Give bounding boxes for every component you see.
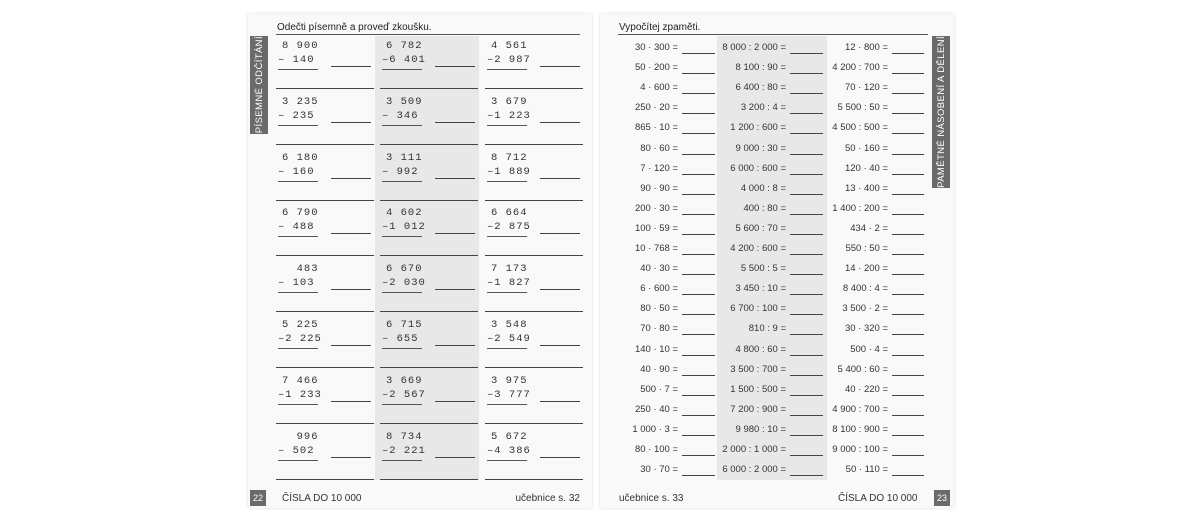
subtrahend: –2 567 (382, 388, 426, 401)
minuend: 3 235 (282, 95, 319, 108)
answer-blank[interactable] (892, 154, 924, 155)
math-exercise (600, 259, 930, 279)
subtraction-problem (380, 375, 483, 431)
answer-blank[interactable] (485, 144, 583, 145)
subtraction-problem (485, 207, 588, 263)
result-underline (382, 292, 422, 293)
check-answer-blank[interactable] (540, 233, 580, 234)
subtraction-problem (380, 152, 483, 208)
math-expression: 4 000 : 8 = (740, 182, 786, 194)
subtrahend: –2 030 (382, 277, 426, 290)
math-exercise (600, 360, 930, 380)
check-answer-blank[interactable] (331, 345, 371, 346)
subtraction-problem (380, 431, 483, 487)
math-exercise (600, 199, 930, 219)
math-expression: 90 · 90 = (640, 182, 678, 194)
check-answer-blank[interactable] (435, 289, 475, 290)
instruction-rule (618, 34, 928, 35)
result-underline (382, 404, 422, 405)
minuend: 6 664 (491, 207, 528, 220)
answer-blank[interactable] (892, 475, 924, 476)
minuend: 6 670 (386, 263, 423, 276)
minuend: 4 602 (386, 207, 423, 220)
math-expression: 3 500 · 2 = (842, 303, 888, 315)
check-answer-blank[interactable] (331, 401, 371, 402)
minuend: 4 561 (491, 40, 528, 52)
math-expression: 30 · 300 = (634, 42, 678, 53)
subtrahend: – 502 (278, 444, 315, 457)
math-exercise (600, 239, 930, 259)
math-expression: 4 200 : 600 = (730, 243, 786, 254)
math-expression: 4 · 600 = (640, 82, 678, 94)
math-exercise (600, 319, 930, 339)
math-expression: 250 · 40 = (634, 403, 678, 415)
minuend: 3 669 (386, 374, 423, 387)
subtraction-problem (380, 40, 483, 96)
math-expression: 4 800 : 60 = (735, 343, 786, 355)
math-expression: 13 · 400 = (844, 182, 888, 194)
answer-blank[interactable] (485, 255, 583, 256)
check-answer-blank[interactable] (540, 66, 580, 67)
answer-blank[interactable] (485, 423, 583, 424)
math-expression: 8 100 : 900 = (832, 423, 888, 435)
subtraction-problem (485, 375, 588, 431)
answer-blank[interactable] (380, 255, 478, 256)
subtrahend: – 160 (278, 165, 315, 178)
subtrahend: – 235 (278, 109, 315, 122)
answer-blank[interactable] (276, 479, 374, 480)
math-expression: 500 · 4 = (850, 343, 888, 355)
check-answer-blank[interactable] (435, 233, 475, 234)
subtraction-problem (276, 375, 379, 431)
math-expression: 2 000 : 1 000 = (722, 444, 786, 455)
math-expression: 810 : 9 = (748, 323, 786, 335)
subtrahend: – 140 (278, 54, 315, 66)
subtrahend: –2 987 (487, 54, 531, 66)
math-exercise (600, 38, 930, 58)
left-page (248, 14, 592, 508)
math-exercise (600, 460, 930, 480)
footer-ref-right: učebnice s. 33 (619, 493, 684, 504)
math-expression: 40 · 30 = (640, 263, 678, 275)
math-expression: 100 · 59 = (634, 222, 678, 234)
math-expression: 4 200 : 700 = (832, 62, 888, 74)
check-answer-blank[interactable] (435, 401, 475, 402)
subtrahend: – 992 (382, 165, 419, 178)
math-expression: 250 · 20 = (634, 102, 678, 114)
math-expression: 10 · 768 = (634, 243, 678, 254)
math-expression: 434 · 2 = (850, 222, 888, 234)
answer-blank[interactable] (485, 88, 583, 89)
check-answer-blank[interactable] (435, 457, 475, 458)
subtraction-problem (276, 96, 379, 152)
result-underline (278, 69, 318, 70)
answer-blank[interactable] (380, 479, 478, 480)
math-expression: 4 500 : 500 = (832, 122, 888, 134)
math-expression: 9 000 : 100 = (832, 444, 888, 455)
answer-blank[interactable] (892, 254, 924, 255)
subtraction-problem (485, 431, 588, 487)
page-number-left: 22 (250, 490, 266, 506)
math-exercise (600, 78, 930, 98)
minuend: 8 900 (282, 40, 319, 52)
math-expression: 1 200 : 600 = (730, 122, 786, 134)
math-expression: 6 700 : 100 = (730, 303, 786, 315)
subtrahend: –1 012 (382, 221, 426, 234)
right-page (600, 14, 954, 508)
math-exercise (600, 159, 930, 179)
subtraction-problem (380, 319, 483, 375)
check-answer-blank[interactable] (435, 122, 475, 123)
result-underline (278, 181, 318, 182)
minuend: 5 672 (491, 430, 528, 443)
result-underline (278, 125, 318, 126)
answer-blank[interactable] (892, 174, 924, 175)
math-expression: 70 · 120 = (844, 82, 888, 94)
check-answer-blank[interactable] (331, 122, 371, 123)
answer-blank[interactable] (380, 144, 478, 145)
math-expression: 7 · 120 = (640, 162, 678, 174)
left-instruction: Odečti písemně a proveď zkoušku. (277, 22, 432, 33)
right-instruction: Vypočítej zpaměti. (619, 22, 701, 33)
math-expression: 50 · 200 = (634, 62, 678, 74)
answer-blank[interactable] (380, 311, 478, 312)
subtrahend: – 103 (278, 277, 315, 290)
check-answer-blank[interactable] (540, 457, 580, 458)
answer-blank[interactable] (485, 311, 583, 312)
answer-blank[interactable] (892, 53, 924, 54)
subtrahend: –4 386 (487, 444, 531, 457)
answer-blank[interactable] (892, 355, 924, 356)
answer-blank[interactable] (892, 334, 924, 335)
side-tab-right-label: PAMĚTNÉ NÁSOBENÍ A DĚLENÍ (935, 36, 947, 188)
subtrahend: –2 875 (487, 221, 531, 234)
check-answer-blank[interactable] (331, 289, 371, 290)
subtraction-problem (485, 40, 588, 96)
result-underline (487, 69, 527, 70)
minuend: 3 975 (491, 374, 528, 387)
subtraction-problem (276, 319, 379, 375)
result-underline (487, 292, 527, 293)
math-expression: 8 400 : 4 = (842, 283, 888, 295)
math-exercise (600, 219, 930, 239)
check-answer-blank[interactable] (435, 178, 475, 179)
result-underline (382, 125, 422, 126)
math-exercise (600, 279, 930, 299)
math-expression: 6 000 : 2 000 = (722, 464, 786, 476)
result-underline (278, 292, 318, 293)
minuend: 3 509 (386, 95, 423, 108)
result-underline (382, 460, 422, 461)
result-underline (487, 236, 527, 237)
subtraction-problem (485, 96, 588, 152)
math-expression: 5 500 : 5 = (740, 263, 786, 275)
subtrahend: –6 401 (382, 54, 426, 66)
minuend: 6 790 (282, 207, 319, 220)
math-exercise (600, 420, 930, 440)
subtrahend: – 346 (382, 109, 419, 122)
math-expression: 50 · 160 = (844, 142, 888, 154)
result-underline (382, 181, 422, 182)
result-underline (487, 348, 527, 349)
math-expression: 3 500 : 700 = (730, 363, 786, 375)
subtrahend: –2 221 (382, 444, 426, 457)
minuend: 8 734 (386, 430, 423, 443)
answer-blank[interactable] (892, 274, 924, 275)
check-answer-blank[interactable] (331, 66, 371, 67)
check-answer-blank[interactable] (540, 122, 580, 123)
math-expression: 5 400 : 60 = (837, 363, 888, 375)
minuend: 8 712 (491, 151, 528, 164)
math-expression: 1 400 : 200 = (832, 202, 888, 214)
minuend: 3 679 (491, 95, 528, 108)
footer-title-left: ČÍSLA DO 10 000 (282, 493, 362, 504)
math-expression: 550 : 50 = (845, 243, 888, 254)
math-expression: 6 400 : 80 = (735, 82, 786, 94)
answer-blank[interactable] (485, 479, 583, 480)
answer-blank[interactable] (276, 255, 374, 256)
math-expression: 5 500 : 50 = (837, 102, 888, 114)
minuend: 6 180 (282, 151, 319, 164)
subtraction-problem (485, 319, 588, 375)
answer-blank[interactable] (892, 234, 924, 235)
minuend: 483 (282, 263, 319, 276)
subtrahend: –3 777 (487, 388, 531, 401)
math-expression: 80 · 50 = (640, 303, 678, 315)
math-exercise (600, 299, 930, 319)
check-answer-blank[interactable] (331, 178, 371, 179)
answer-blank[interactable] (276, 311, 374, 312)
answer-blank[interactable] (276, 144, 374, 145)
result-underline (487, 460, 527, 461)
minuend: 6 715 (386, 319, 423, 331)
minuend: 7 173 (491, 263, 528, 276)
minuend: 3 548 (491, 319, 528, 331)
math-expression: 80 · 100 = (634, 444, 678, 455)
footer-title-right: ČÍSLA DO 10 000 (838, 493, 918, 504)
subtraction-problem (380, 96, 483, 152)
math-expression: 12 · 800 = (844, 42, 888, 53)
subtraction-problem (276, 40, 379, 96)
answer-blank[interactable] (892, 194, 924, 195)
answer-blank[interactable] (892, 395, 924, 396)
subtraction-problem (380, 263, 483, 319)
math-expression: 40 · 90 = (640, 363, 678, 375)
answer-blank[interactable] (892, 93, 924, 94)
result-underline (487, 404, 527, 405)
math-expression: 30 · 320 = (844, 323, 888, 335)
answer-blank[interactable] (485, 200, 583, 201)
result-underline (382, 348, 422, 349)
math-expression: 14 · 200 = (844, 263, 888, 275)
math-exercise (600, 340, 930, 360)
math-expression: 6 · 600 = (640, 283, 678, 295)
minuend: 996 (282, 430, 319, 443)
math-expression: 3 450 : 10 = (735, 283, 786, 295)
instruction-rule (276, 34, 580, 35)
answer-blank[interactable] (892, 73, 924, 74)
answer-blank[interactable] (276, 200, 374, 201)
answer-blank[interactable] (892, 455, 924, 456)
math-expression: 1 500 : 500 = (730, 383, 786, 395)
check-answer-blank[interactable] (331, 233, 371, 234)
math-expression: 4 900 : 700 = (832, 403, 888, 415)
math-expression: 1 000 · 3 = (632, 423, 678, 435)
result-underline (487, 125, 527, 126)
math-expression: 40 · 220 = (844, 383, 888, 395)
subtraction-problem (276, 207, 379, 263)
minuend: 3 111 (386, 151, 423, 164)
minuend: 6 782 (386, 40, 423, 52)
math-expression: 70 · 80 = (640, 323, 678, 335)
subtrahend: –2 549 (487, 333, 531, 345)
subtraction-problem (276, 152, 379, 208)
answer-blank[interactable] (276, 367, 374, 368)
result-underline (278, 460, 318, 461)
side-tab-left-label: PÍSEMNÉ ODČÍTÁNÍ (253, 36, 265, 134)
page-number-right: 23 (934, 490, 950, 506)
math-expression: 30 · 70 = (640, 464, 678, 476)
subtrahend: –2 225 (278, 333, 322, 345)
footer-ref-left: učebnice s. 32 (515, 493, 580, 504)
check-answer-blank[interactable] (435, 345, 475, 346)
math-exercise (600, 58, 930, 78)
subtrahend: – 488 (278, 221, 315, 234)
check-answer-blank[interactable] (540, 345, 580, 346)
minuend: 5 225 (282, 319, 319, 331)
result-underline (382, 236, 422, 237)
answer-blank[interactable] (380, 423, 478, 424)
answer-blank[interactable] (485, 367, 583, 368)
answer-blank[interactable] (892, 415, 924, 416)
result-underline (487, 181, 527, 182)
result-underline (382, 69, 422, 70)
math-exercise (600, 440, 930, 460)
math-expression: 120 · 40 = (844, 162, 888, 174)
answer-blank[interactable] (892, 113, 924, 114)
answer-blank[interactable] (892, 214, 924, 215)
answer-blank[interactable] (380, 88, 478, 89)
side-tab-right (932, 36, 950, 188)
result-underline (278, 348, 318, 349)
subtrahend: –1 223 (487, 109, 531, 122)
math-exercise (600, 139, 930, 159)
answer-blank[interactable] (892, 314, 924, 315)
math-expression: 200 · 30 = (634, 202, 678, 214)
check-answer-blank[interactable] (540, 289, 580, 290)
math-expression: 3 200 : 4 = (740, 102, 786, 114)
minuend: 7 466 (282, 374, 319, 387)
math-expression: 5 600 : 70 = (735, 222, 786, 234)
check-answer-blank[interactable] (540, 401, 580, 402)
answer-blank[interactable] (276, 88, 374, 89)
subtraction-problem (380, 207, 483, 263)
math-expression: 6 000 : 600 = (730, 162, 786, 174)
math-expression: 865 · 10 = (634, 122, 678, 134)
math-expression: 50 · 110 = (845, 464, 888, 476)
answer-blank[interactable] (892, 294, 924, 295)
answer-blank[interactable] (892, 133, 924, 134)
answer-blank[interactable] (380, 200, 478, 201)
math-expression: 8 000 : 2 000 = (722, 42, 786, 53)
math-exercise (600, 400, 930, 420)
math-exercise (600, 118, 930, 138)
check-answer-blank[interactable] (540, 178, 580, 179)
subtraction-problem (485, 263, 588, 319)
math-expression: 7 200 : 900 = (730, 403, 786, 415)
subtrahend: –1 889 (487, 165, 531, 178)
side-tab-left (250, 36, 268, 134)
subtraction-problem (276, 263, 379, 319)
answer-blank[interactable] (892, 375, 924, 376)
math-expression: 9 980 : 10 = (735, 423, 786, 435)
check-answer-blank[interactable] (331, 457, 371, 458)
result-underline (278, 404, 318, 405)
answer-blank[interactable] (276, 423, 374, 424)
math-expression: 500 · 7 = (640, 383, 678, 395)
math-expression: 8 100 : 90 = (735, 62, 786, 74)
subtrahend: –1 827 (487, 277, 531, 290)
subtraction-problem (485, 152, 588, 208)
math-expression: 400 : 80 = (743, 202, 786, 214)
math-expression: 9 000 : 30 = (735, 142, 786, 154)
subtrahend: – 655 (382, 333, 419, 345)
math-expression: 80 · 60 = (640, 142, 678, 154)
math-expression: 140 · 10 = (634, 343, 678, 355)
math-exercise (600, 179, 930, 199)
math-exercise (600, 380, 930, 400)
subtrahend: –1 233 (278, 388, 322, 401)
result-underline (278, 236, 318, 237)
check-answer-blank[interactable] (435, 66, 475, 67)
answer-blank[interactable] (380, 367, 478, 368)
math-exercise (600, 98, 930, 118)
answer-blank[interactable] (892, 435, 924, 436)
subtraction-problem (276, 431, 379, 487)
